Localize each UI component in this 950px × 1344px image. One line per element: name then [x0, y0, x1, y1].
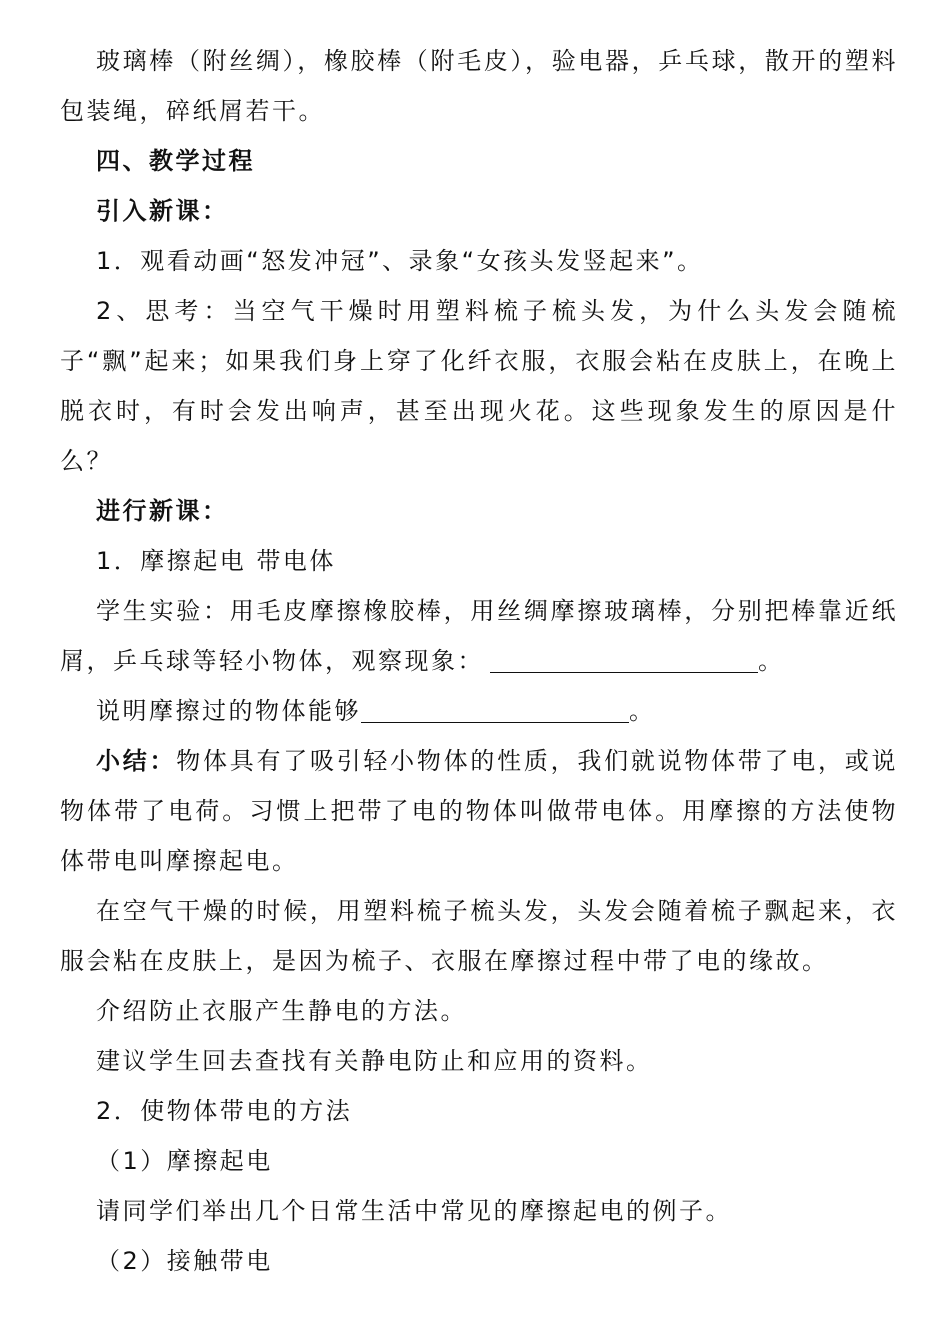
explain-text: 说明摩擦过的物体能够	[96, 697, 361, 725]
intro-item-1: 1．观看动画“怒发冲冠”、录象“女孩头发竖起来”。	[96, 247, 704, 275]
prevent-paragraph: 介绍防止衣服产生静电的方法。	[96, 997, 467, 1025]
intro-item-2: 2、思考：当空气干燥时用塑料梳子梳头发，为什么头发会随梳子“飘”起来；如果我们身上穿了化纤衣服，衣服会粘在皮肤上，在晚上脱衣时，有时会发出响声，甚至出现火花。这些现象发生的原因是什么？	[60, 297, 898, 475]
suggest-paragraph: 建议学生回去查找有关静电防止和应用的资料。	[96, 1047, 653, 1075]
summary-label: 小结：	[96, 747, 177, 775]
explain-end: 。	[629, 697, 656, 725]
experiment-paragraph	[60, 586, 898, 686]
experiment-text: 学生实验：用毛皮摩擦橡胶棒，用丝绸摩擦玻璃棒，分别把棒靠近纸屑，乒乓球等轻小物体，观察现象：	[60, 597, 898, 675]
method-1-prompt: 请同学们举出几个日常生活中常见的摩擦起电的例子。	[96, 1197, 732, 1225]
intro-heading: 引入新课：	[96, 197, 229, 225]
new-lesson-heading: 进行新课：	[96, 497, 229, 525]
summary-text: 物体具有了吸引轻小物体的性质，我们就说物体带了电，或说物体带了电荷。习惯上把带了电的物体叫做带电体。用摩擦的方法使物体带电叫摩擦起电。	[60, 747, 899, 875]
dry-air-paragraph: 在空气干燥的时候，用塑料梳子梳头发，头发会随着梳子飘起来，衣服会粘在皮肤上，是因为梳子、衣服在摩擦过程中带了电的缘故。	[60, 897, 898, 975]
method-1-heading: （1）摩擦起电	[96, 1147, 273, 1175]
observation-blank	[490, 646, 758, 673]
summary-paragraph	[60, 736, 898, 886]
experiment-end: 。	[758, 647, 785, 675]
section-heading: 四、教学过程	[96, 147, 255, 175]
materials-paragraph: 玻璃棒（附丝绸），橡胶棒（附毛皮），验电器，乒乓球，散开的塑料包装绳，碎纸屑若干。	[60, 47, 898, 125]
explain-paragraph	[60, 686, 898, 736]
topic-1-heading: 1．摩擦起电 带电体	[96, 547, 336, 575]
document-page	[60, 36, 898, 1286]
method-2-heading: （2）接触带电	[96, 1247, 273, 1275]
topic-2-heading: 2．使物体带电的方法	[96, 1097, 353, 1125]
ability-blank	[361, 696, 629, 723]
